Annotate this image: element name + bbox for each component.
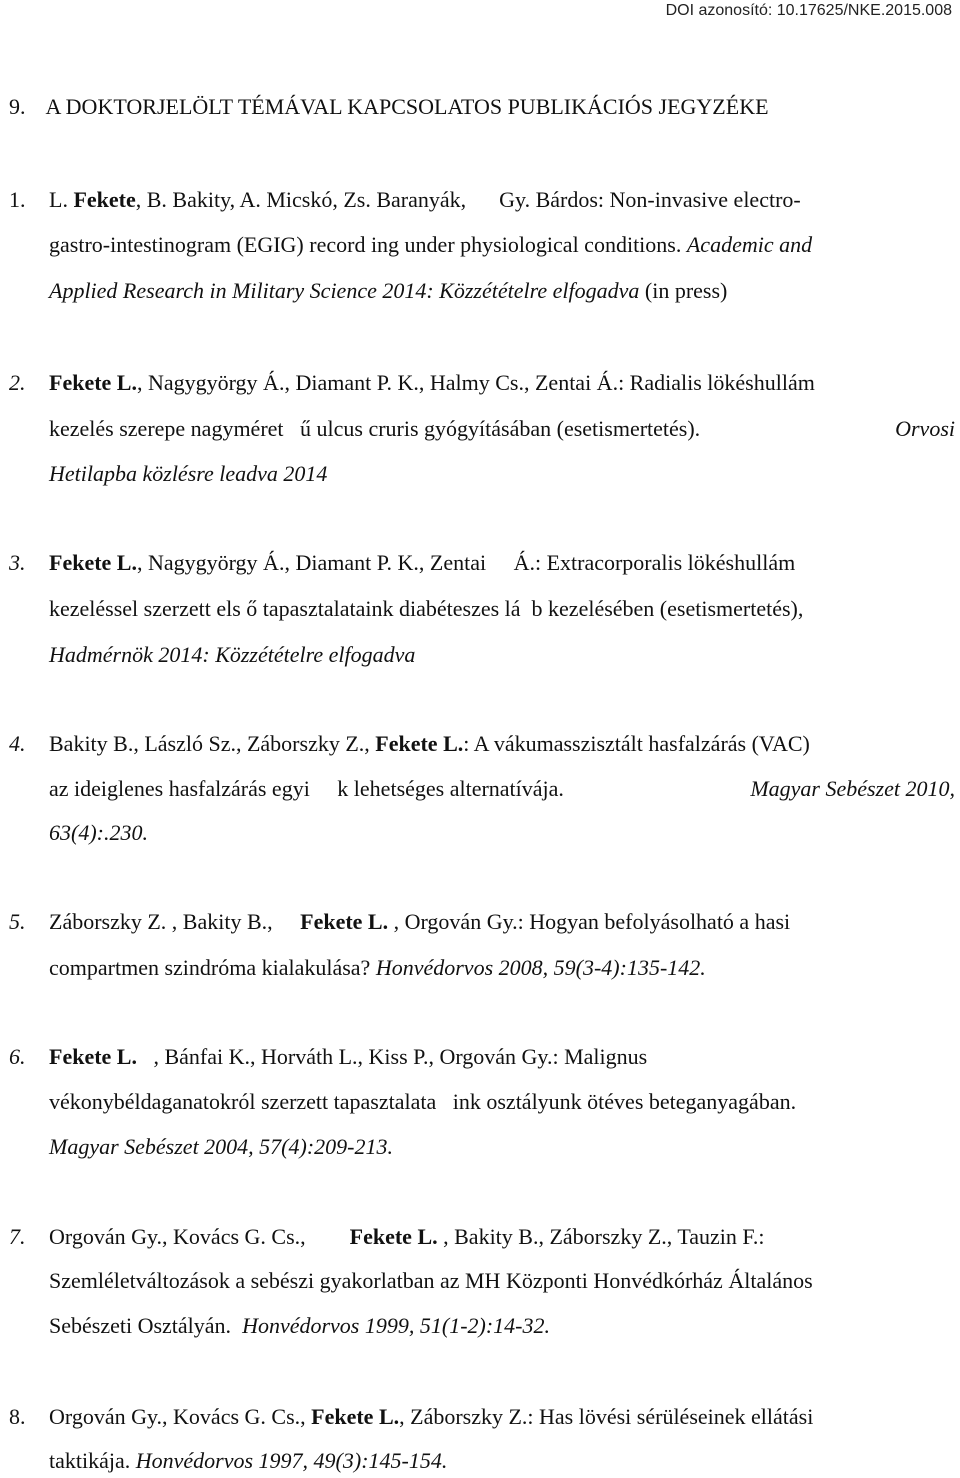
journal: Hetilapba közlésre leadva 2014 [49, 461, 328, 486]
publication-line [49, 640, 955, 670]
publication-line [49, 907, 955, 937]
journal: Honvédorvos 1997, 49(3):145-154. [135, 1448, 448, 1473]
author-highlight: Fekete L. [49, 1044, 137, 1069]
section-title: A DOKTORJELÖLT TÉMÁVAL KAPCSOLATOS PUBLIKÁCIÓS JEGYZÉKE [45, 94, 769, 119]
publication-line [49, 1402, 955, 1432]
journal: Magyar Sebészet 2010, [750, 776, 955, 801]
publication-line [49, 1132, 955, 1162]
text: taktikája. [49, 1448, 136, 1473]
text: , Bánfai K., Horváth L., Kiss P., Orgován Gy.: Malignus [136, 1044, 648, 1069]
text: Sebészeti Osztályán. [49, 1313, 243, 1338]
text: Bakity B., László Sz., Záborszky Z., [49, 731, 376, 756]
text: gastro-intestinogram (EGIG) record ing under physiological conditions. [49, 232, 687, 257]
text: : A vákumasszisztált hasfalzárás (VAC) [463, 731, 810, 756]
text: Szemléletváltozások a sebészi gyakorlatban az MH Központi Honvédkórház Általános [49, 1268, 813, 1293]
publication-number: 1. [9, 187, 26, 212]
author-highlight: Fekete L. [349, 1224, 438, 1249]
publication-line [49, 1266, 955, 1296]
journal: Honvédorvos 2008, 59(3-4):135-142. [375, 955, 706, 980]
text: Orgován Gy., Kovács G. Cs., [49, 1224, 350, 1249]
text: L. [49, 187, 74, 212]
text: , Bakity B., Záborszky Z., Tauzin F.: [437, 1224, 765, 1249]
author-highlight: Fekete L. [49, 550, 137, 575]
publication-line [49, 729, 955, 759]
section-heading [9, 94, 769, 120]
journal: Hadmérnök 2014: Közzétételre elfogadva [49, 642, 416, 667]
section-number: 9. [9, 94, 26, 119]
author-highlight: Fekete [73, 187, 136, 212]
publication-line [49, 230, 955, 260]
text: , Nagygyörgy Á., Diamant P. K., Zentai Á.: Extracorporalis lökéshullám [136, 550, 796, 575]
publication-number: 4. [9, 731, 26, 756]
publication-line [49, 1446, 955, 1476]
text: vékonybéldaganatokról szerzett tapasztalata ink osztályunk ötéves beteganyagában. [49, 1089, 797, 1114]
journal: Magyar Sebészet 2004, 57(4):209-213. [49, 1134, 393, 1159]
text: , Záborszky Z.: Has lövési sérüléseinek ellátási [399, 1404, 814, 1429]
text: , Nagygyörgy Á., Diamant P. K., Halmy Cs., Zentai Á.: Radialis lökéshullám [136, 370, 815, 395]
publication-line [49, 1042, 955, 1072]
publication-line [49, 1311, 955, 1341]
journal: 63(4):.230. [49, 820, 148, 845]
publication-line [49, 548, 955, 578]
author-highlight: Fekete L. [49, 370, 137, 395]
publication-line [49, 818, 955, 848]
text: , B. Bakity, A. Micskó, Zs. Baranyák, Gy. Bárdos: Non-invasive electro- [135, 187, 801, 212]
journal: Academic and [686, 232, 813, 257]
publication-number: 2. [9, 370, 26, 395]
text: compartmen szindróma kialakulása? [49, 955, 376, 980]
publication-line [49, 414, 955, 444]
publication-number: 5. [9, 909, 26, 934]
text: (in press) [639, 278, 728, 303]
publication-line [49, 185, 955, 215]
publication-line [49, 1087, 955, 1117]
publication-number: 3. [9, 550, 26, 575]
doi-header: DOI azonosító: 10.17625/NKE.2015.008 [665, 2, 952, 19]
text: , Orgován Gy.: Hogyan befolyásolható a hasi [388, 909, 791, 934]
text: Orgován Gy., Kovács G. Cs., [49, 1404, 312, 1429]
publication-number: 6. [9, 1044, 26, 1069]
journal: Honvédorvos 1999, 51(1-2):14-32. [242, 1313, 550, 1338]
author-highlight: Fekete L. [311, 1404, 400, 1429]
publication-line [49, 594, 955, 624]
author-highlight: Fekete L. [300, 909, 389, 934]
publication-line [49, 953, 955, 983]
publication-line [49, 459, 955, 489]
publication-line [49, 276, 955, 306]
publication-number: 8. [9, 1404, 26, 1429]
journal: Orvosi [895, 416, 955, 441]
publication-line [49, 774, 955, 804]
text: kezelés szerepe nagyméret ű ulcus cruris gyógyításában (esetismertetés). [49, 416, 701, 441]
text: az ideiglenes hasfalzárás egyi k lehetséges alternatívája. [49, 776, 564, 801]
text: kezeléssel szerzett els ő tapasztalataink diabéteszes lá b kezelésében (esetismertetés), [49, 596, 804, 621]
publication-number: 7. [9, 1224, 26, 1249]
publication-line [49, 1222, 955, 1252]
text: Záborszky Z. , Bakity B., [49, 909, 301, 934]
author-highlight: Fekete L. [375, 731, 464, 756]
publication-line [49, 368, 955, 398]
journal: Applied Research in Military Science 2014: Közzétételre elfogadva [49, 278, 640, 303]
